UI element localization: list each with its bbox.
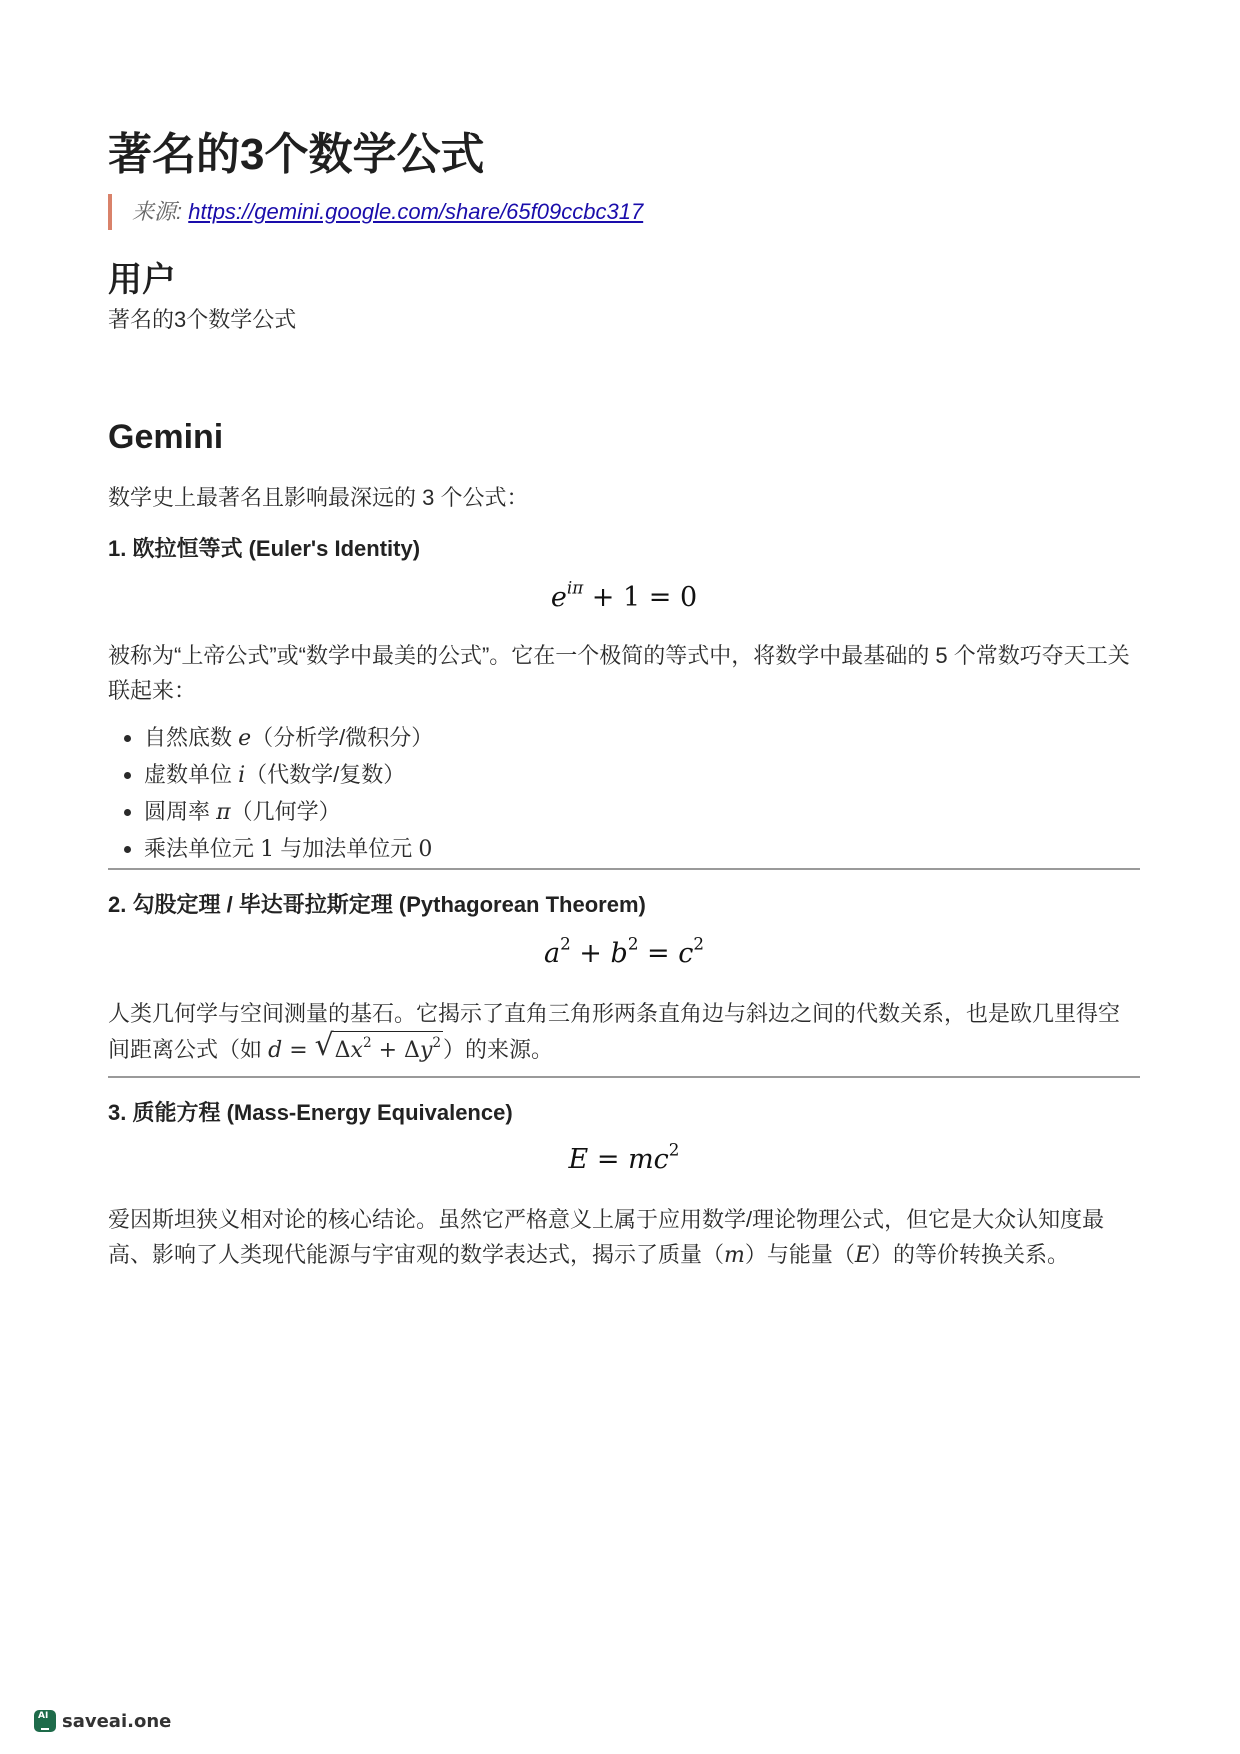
euler-identity-formula: $e^{i\pi} + 1 = 0$ xyxy=(550,577,698,613)
section-2-desc: 人类几何学与空间测量的基石。它揭示了直角三角形两条直角边与斜边之间的代数关系，也是欧几里得空间距离公式（如 d = √ $\Delta x^2 + \Delta y^2$）的来源。 xyxy=(108,996,1140,1068)
gemini-heading: Gemini xyxy=(108,418,224,456)
source-quote xyxy=(108,194,643,230)
saveai-brand xyxy=(34,1708,171,1734)
gemini-intro: 数学史上最著名且影响最深远的 3 个公式： xyxy=(108,485,529,510)
section-3-desc: 爱因斯坦狭义相对论的核心结论。虽然它严格意义上属于应用数学/理论物理公式，但它是大众认知度最高、影响了人类现代能源与宇宙观的数学表达式，揭示了质量（m）与能量（E）的等价转换关系。 xyxy=(108,1207,1105,1268)
source-link[interactable]: https://gemini.google.com/share/65f09ccbc317 xyxy=(188,199,644,224)
mass-energy-formula: $E = mc^2$ xyxy=(568,1139,680,1175)
brand-name: saveai.one xyxy=(62,1710,172,1732)
pythagorean-formula: $a^2 + b^2 = c^2$ xyxy=(543,933,705,969)
list-item: • 乘法单位元 1 与加法单位元 0 xyxy=(144,831,433,868)
source-label: 来源: xyxy=(132,199,189,224)
user-heading: 用户 xyxy=(108,261,176,299)
distance-formula: d = √ $\Delta x^2 + \Delta y^2$ xyxy=(268,1037,443,1062)
user-message: 著名的3个数学公式 xyxy=(108,307,297,332)
euler-constants-list xyxy=(108,720,433,868)
section-2-title: 2. 勾股定理 / 毕达哥拉斯定理 (Pythagorean Theorem) xyxy=(108,892,646,917)
list-item: • 圆周率 π（几何学） xyxy=(144,794,433,831)
saveai-logo-icon xyxy=(34,1710,56,1732)
section-3-title: 3. 质能方程 (Mass-Energy Equivalence) xyxy=(108,1100,513,1125)
section-1-desc: 被称为“上帝公式”或“数学中最美的公式”。它在一个极简的等式中，将数学中最基础的 5 个常数巧夺天工关联起来： xyxy=(108,643,1130,703)
page-title: 著名的3个数学公式 xyxy=(108,130,485,179)
list-item: • 虚数单位 i（代数学/复数） xyxy=(144,757,433,794)
divider-1 xyxy=(108,868,1140,870)
list-item: • 自然底数 e（分析学/微积分） xyxy=(144,720,433,757)
section-1-title: 1. 欧拉恒等式 (Euler's Identity) xyxy=(108,536,421,561)
divider-2 xyxy=(108,1076,1140,1078)
